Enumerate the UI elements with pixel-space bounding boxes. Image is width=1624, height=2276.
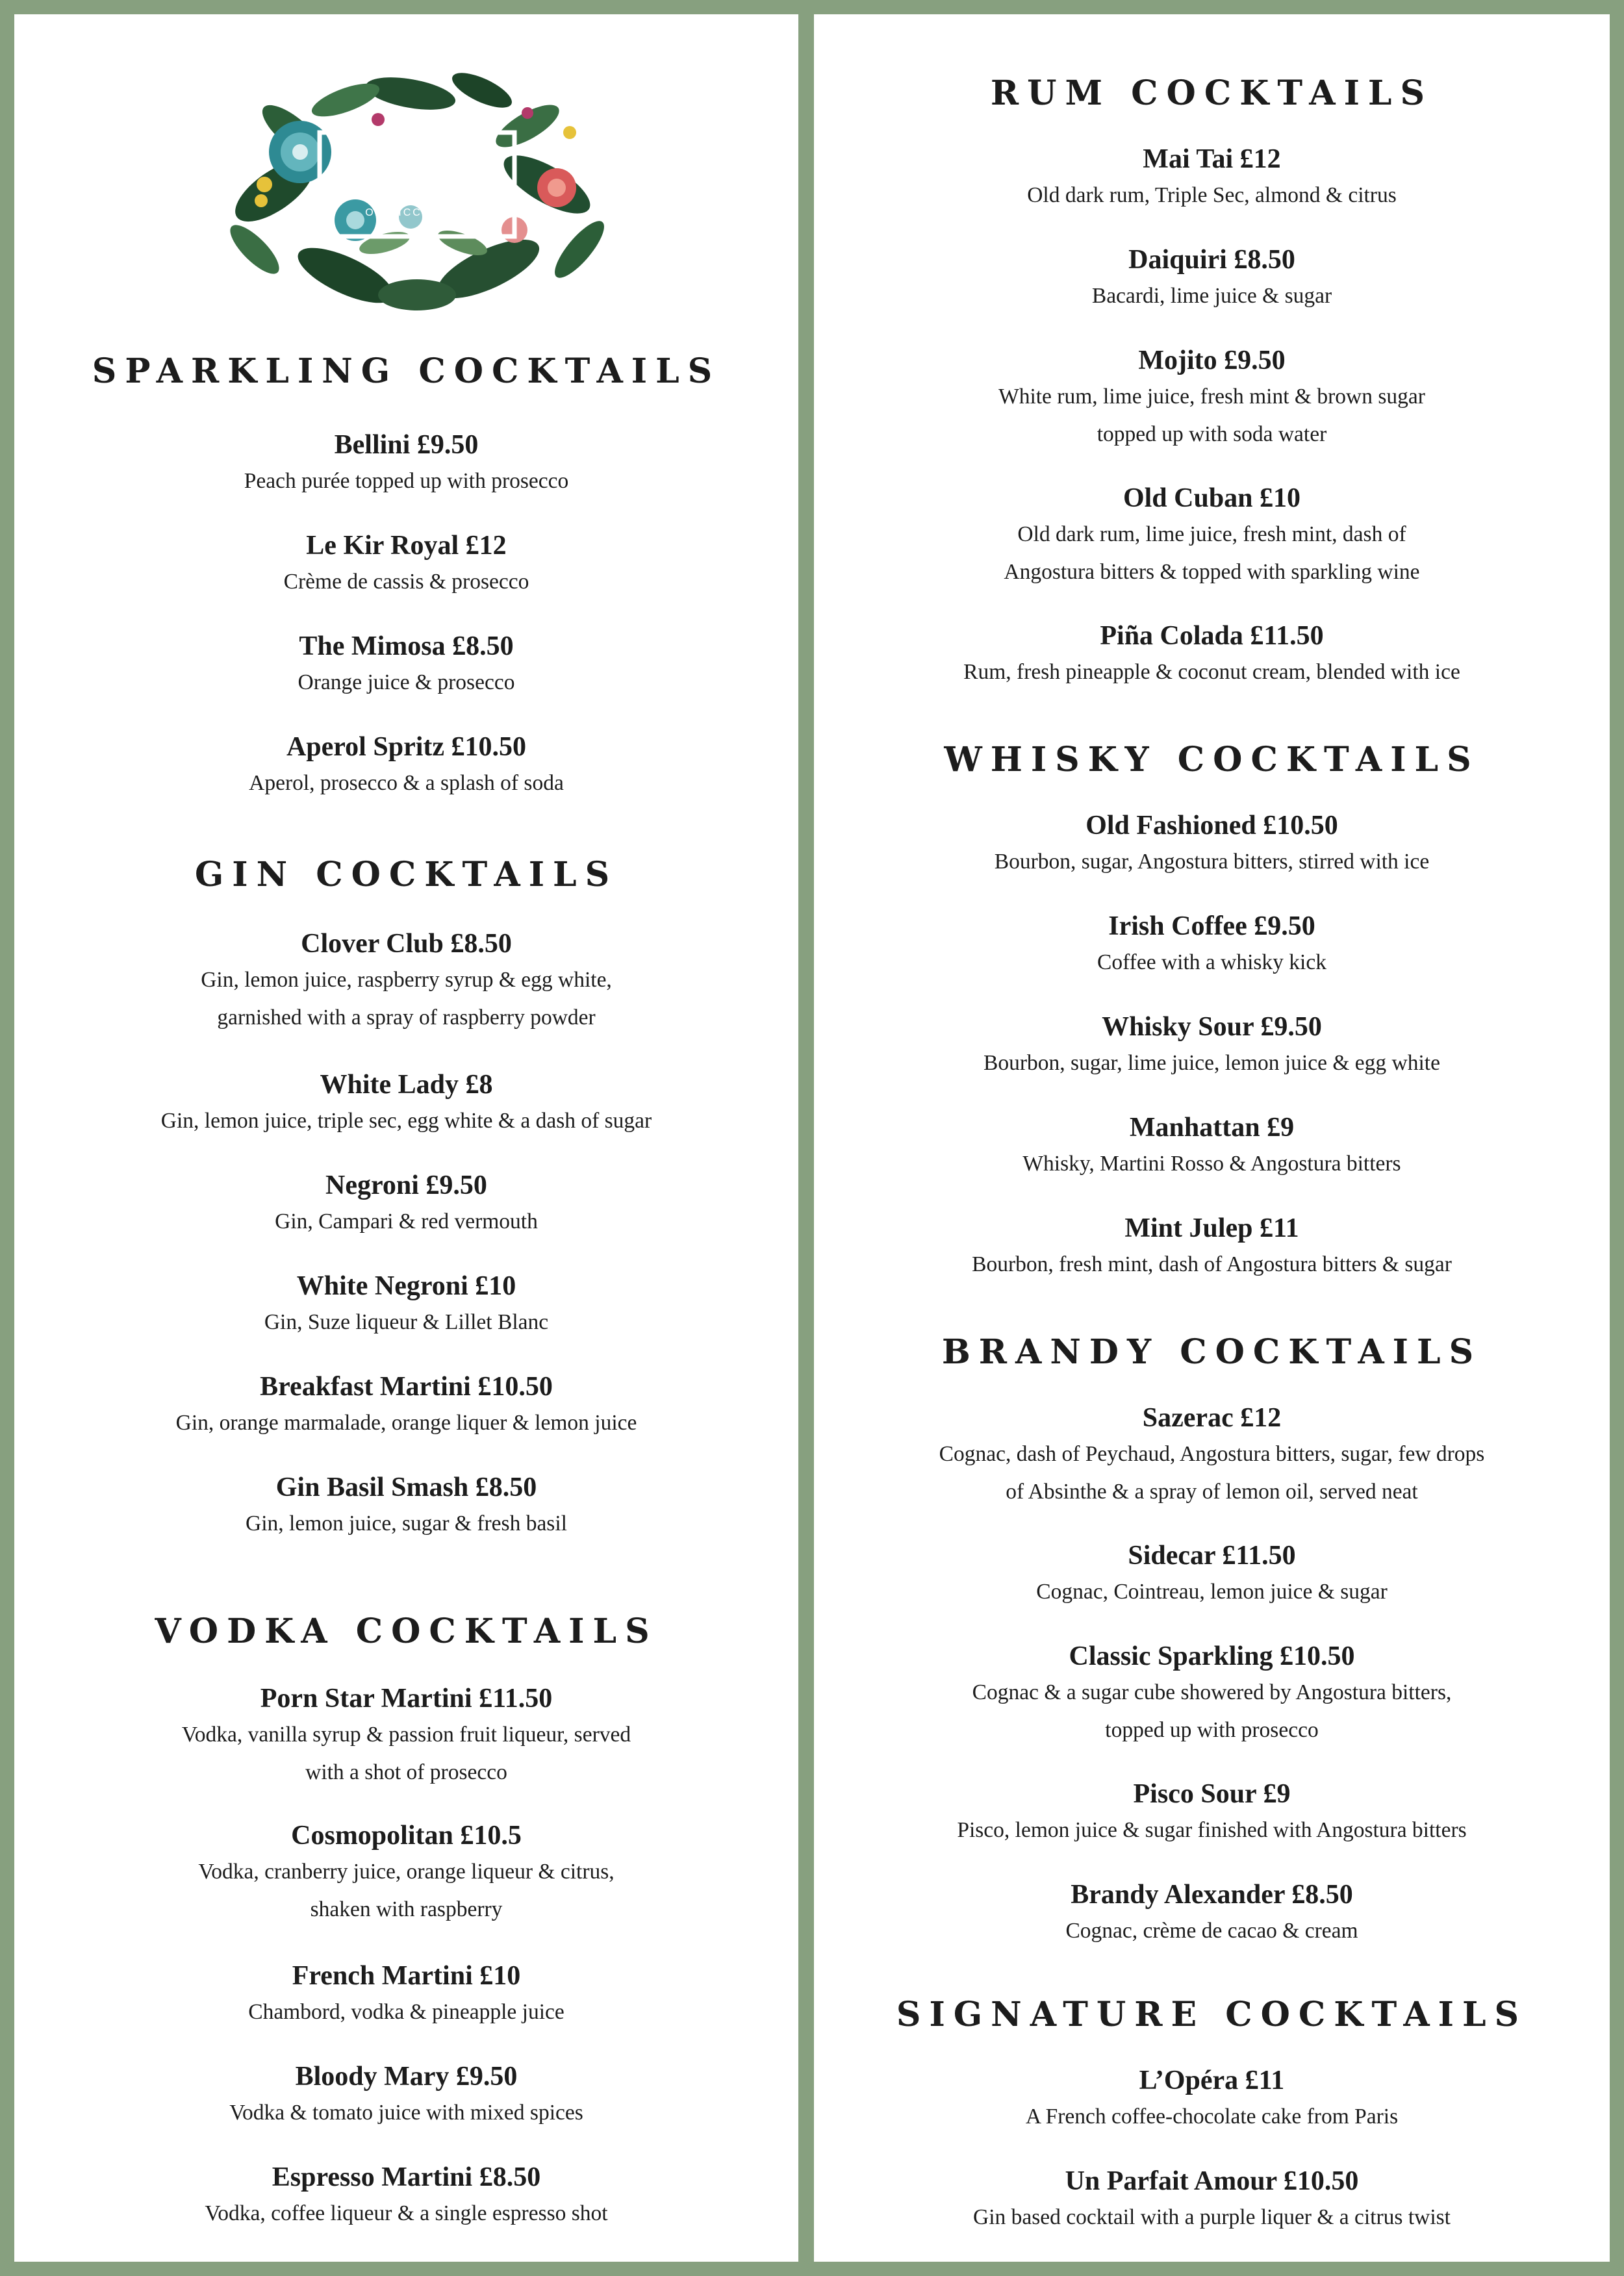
menu-item	[14, 2059, 798, 2132]
menu-item-name: Bellini £9.50	[334, 430, 479, 460]
menu-item-name: Espresso Martini £8.50	[272, 2162, 541, 2192]
menu-item	[814, 2164, 1610, 2236]
menu-item-description: Cognac, dash of Peychaud, Angostura bitters, sugar, few drops of Absinthe & a spray of lemon oil, served neat	[939, 1442, 1485, 1504]
menu-item-name: Sidecar £11.50	[1128, 1541, 1296, 1571]
menu-item	[14, 1168, 798, 1241]
menu-item	[814, 808, 1610, 881]
menu-item-description: Bacardi, lime juice & sugar	[1091, 284, 1332, 308]
menu-item-name: Clover Club £8.50	[301, 929, 512, 959]
menu-item	[14, 528, 798, 601]
section-title: VODKA COCKTAILS	[155, 1612, 658, 1651]
menu-item-description: Whisky, Martini Rosso & Angostura bitters	[1022, 1152, 1401, 1176]
menu-item	[814, 1009, 1610, 1082]
section-title: SPARKLING COCKTAILS	[92, 351, 721, 391]
menu-item-name: Old Cuban £10	[1123, 483, 1301, 513]
menu-item-name: Breakfast Martini £10.50	[260, 1372, 553, 1402]
menu-item-name: Whisky Sour £9.50	[1102, 1012, 1322, 1042]
menu-item-name: Porn Star Martini £11.50	[260, 1684, 553, 1713]
menu-item	[14, 427, 798, 500]
section-title: RUM COCKTAILS	[990, 73, 1434, 113]
menu-item-description: Orange juice & prosecco	[298, 670, 515, 694]
menu-item-name: Brandy Alexander £8.50	[1071, 1880, 1353, 1910]
menu-item	[14, 1818, 798, 1928]
menu-item-name: The Mimosa £8.50	[299, 631, 514, 661]
menu-item-name: Un Parfait Amour £10.50	[1065, 2166, 1359, 2196]
left-menu-panel	[14, 14, 798, 2262]
menu-item	[814, 909, 1610, 981]
logo-text-subtitle: ON PICCADILLY	[365, 207, 469, 218]
menu-item-description: Gin, lemon juice, triple sec, egg white & a dash of sugar	[160, 1109, 652, 1133]
section-title: WHISKY COCKTAILS	[944, 740, 1480, 779]
menu-item-description: Bourbon, fresh mint, dash of Angostura bitters & sugar	[972, 1252, 1452, 1276]
menu-item	[814, 1877, 1610, 1950]
menu-item-description: Crème de cassis & prosecco	[283, 570, 529, 594]
menu-item-description: Cognac, Cointreau, lemon juice & sugar	[1036, 1580, 1388, 1604]
menu-item-description: Vodka, cranberry juice, orange liqueur & citrus, shaken with raspberry	[198, 1860, 615, 1921]
menu-item	[814, 242, 1610, 315]
menu-item	[14, 1067, 798, 1140]
menu-item-description: Bourbon, sugar, Angostura bitters, stirred with ice	[994, 850, 1430, 874]
menu-item-name: Mai Tai £12	[1143, 144, 1281, 174]
menu-item-name: Old Fashioned £10.50	[1085, 811, 1338, 841]
menu-item-name: Bloody Mary £9.50	[295, 2062, 518, 2092]
menu-item	[814, 1400, 1610, 1511]
menu-item-name: French Martini £10	[292, 1961, 521, 1991]
menu-item-name: Gin Basil Smash £8.50	[275, 1473, 537, 1502]
menu-item	[14, 926, 798, 1037]
menu-item-description: White rum, lime juice, fresh mint & brown sugar topped up with soda water	[998, 385, 1425, 446]
logo-text-the: THE	[402, 150, 432, 163]
menu-item-name: Mojito £9.50	[1138, 346, 1286, 375]
menu-item-name: Classic Sparkling £10.50	[1069, 1641, 1355, 1671]
menu-item-description: Gin, Suze liqueur & Lillet Blanc	[264, 1310, 549, 1334]
menu-item	[814, 343, 1610, 453]
menu-item-name: Cosmopolitan £10.5	[291, 1821, 522, 1851]
menu-item	[814, 142, 1610, 214]
section-title: SIGNATURE COCKTAILS	[896, 1995, 1528, 2034]
menu-item-description: Peach purée topped up with prosecco	[244, 469, 569, 493]
menu-item-description: Old dark rum, Triple Sec, almond & citrus	[1027, 183, 1397, 207]
menu-item-description: Pisco, lemon juice & sugar finished with Angostura bitters	[957, 1818, 1467, 1842]
menu-item-description: Gin, orange marmalade, orange liquer & lemon juice	[175, 1411, 637, 1435]
menu-item-name: Daiquiri £8.50	[1128, 245, 1295, 275]
menu-item-description: Gin, lemon juice, sugar & fresh basil	[246, 1511, 567, 1536]
menu-item-description: Vodka, coffee liqueur & a single espresso shot	[205, 2201, 608, 2225]
section-title: BRANDY COCKTAILS	[941, 1332, 1482, 1372]
menu-item	[814, 1211, 1610, 1283]
logo-text-terrace: TERRACE	[322, 167, 512, 203]
menu-item	[14, 729, 798, 802]
menu-item-description: Rum, fresh pineapple & coconut cream, blended with ice	[963, 660, 1460, 684]
menu-item	[14, 1369, 798, 1442]
menu-item-description: Gin based cocktail with a purple liquer & a citrus twist	[973, 2205, 1451, 2229]
menu-item-description: Chambord, vodka & pineapple juice	[248, 2000, 565, 2024]
menu-item	[14, 629, 798, 702]
menu-item-name: L’Opéra £11	[1139, 2066, 1285, 2095]
menu-item-name: Sazerac £12	[1142, 1403, 1282, 1433]
menu-item	[14, 1958, 798, 2031]
menu-item-description: A French coffee-chocolate cake from Paris	[1025, 2105, 1399, 2129]
menu-item-name: Irish Coffee £9.50	[1108, 911, 1315, 941]
menu-item	[814, 1110, 1610, 1183]
menu-item	[14, 1269, 798, 1341]
menu-item-name: Le Kir Royal £12	[306, 531, 507, 561]
menu-item-name: Manhattan £9	[1129, 1113, 1295, 1143]
menu-item	[814, 2063, 1610, 2136]
menu-item-description: Cognac & a sugar cube showered by Angostura bitters, topped up with prosecco	[972, 1680, 1452, 1742]
menu-item-description: Vodka, vanilla syrup & passion fruit liqueur, served with a shot of prosecco	[181, 1723, 631, 1784]
section-title: GIN COCKTAILS	[194, 855, 618, 894]
menu-item-name: Negroni £9.50	[325, 1170, 487, 1200]
menu-item	[814, 618, 1610, 691]
menu-item-description: Cognac, crème de cacao & cream	[1065, 1919, 1358, 1943]
menu-item-name: White Lady £8	[320, 1070, 493, 1100]
menu-item-description: Gin, lemon juice, raspberry syrup & egg white, garnished with a spray of raspberry powder	[201, 968, 612, 1030]
menu-item-name: Aperol Spritz £10.50	[286, 732, 527, 762]
menu-item	[814, 1777, 1610, 1849]
menu-item-description: Vodka & tomato juice with mixed spices	[229, 2101, 583, 2125]
menu-item	[814, 1639, 1610, 1749]
menu-item	[14, 1470, 798, 1543]
menu-item-name: Piña Colada £11.50	[1100, 621, 1324, 651]
menu-item	[814, 481, 1610, 591]
menu-item-description: Coffee with a whisky kick	[1097, 950, 1326, 974]
menu-item-description: Gin, Campari & red vermouth	[275, 1209, 538, 1233]
right-menu-panel	[814, 14, 1610, 2262]
menu-item	[14, 2160, 798, 2232]
menu-item-name: Pisco Sour £9	[1133, 1779, 1291, 1809]
menu-item-description: Old dark rum, lime juice, fresh mint, dash of Angostura bitters & topped with sparkling wine	[1004, 522, 1420, 584]
menu-item-description: Bourbon, sugar, lime juice, lemon juice & egg white	[983, 1051, 1440, 1075]
menu-item-description: Aperol, prosecco & a splash of soda	[249, 771, 564, 795]
menu-item	[814, 1538, 1610, 1611]
terrace-logo	[216, 55, 618, 327]
menu-item	[14, 1681, 798, 1791]
menu-item-name: Mint Julep £11	[1124, 1213, 1299, 1243]
menu-item-name: White Negroni £10	[296, 1271, 516, 1301]
